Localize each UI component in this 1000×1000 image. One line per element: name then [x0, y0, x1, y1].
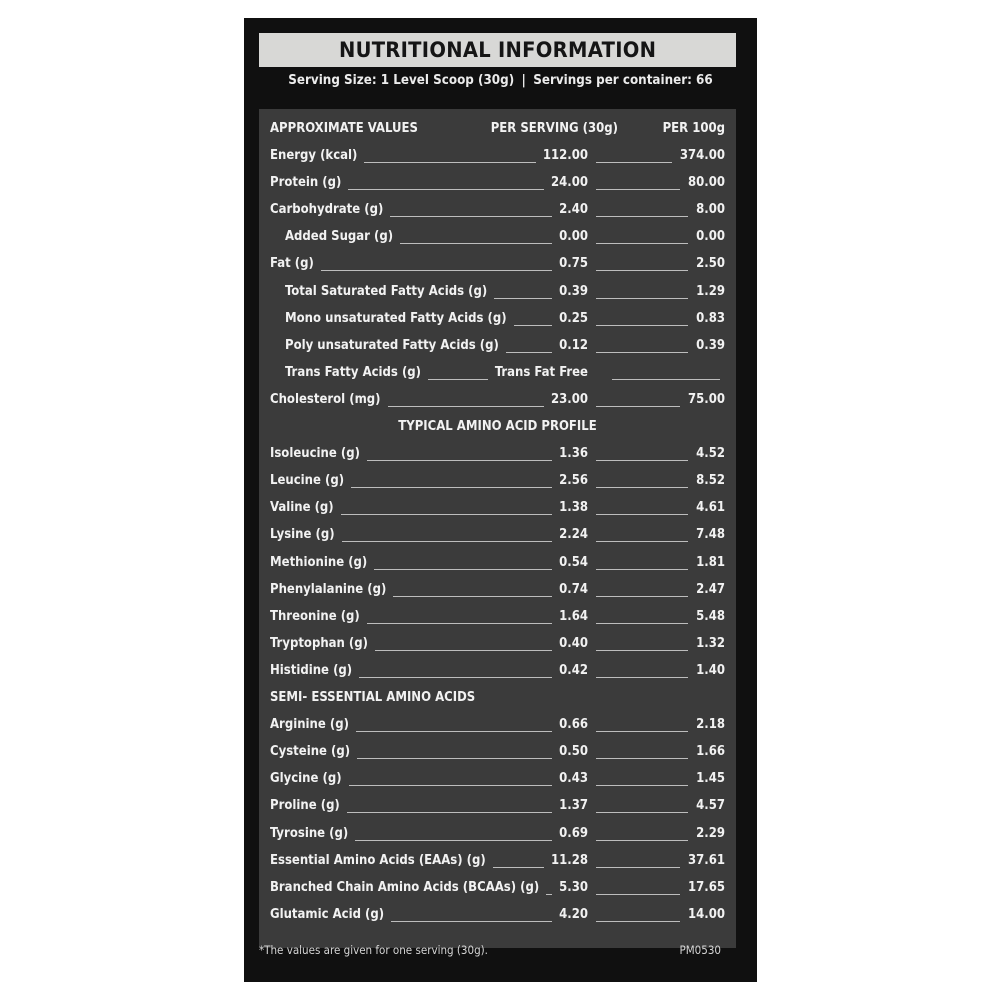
dotted-leader — [348, 189, 544, 190]
dotted-leader — [596, 406, 680, 407]
table-row — [259, 333, 736, 360]
row-per-serving: 23.00 — [551, 392, 588, 407]
row-per-100g: 2.47 — [696, 582, 725, 597]
dotted-leader — [355, 840, 552, 841]
table-row — [259, 468, 736, 495]
table-row — [259, 522, 736, 549]
dotted-leader — [349, 785, 553, 786]
table-row — [259, 441, 736, 468]
row-name: Leucine (g) — [270, 473, 345, 488]
row-per-100g: 1.45 — [696, 771, 725, 786]
nutrition-table — [259, 109, 736, 948]
dotted-leader — [596, 650, 688, 651]
page-title: NUTRITIONAL INFORMATION — [338, 38, 657, 62]
section-title: TYPICAL AMINO ACID PROFILE — [398, 419, 597, 434]
semi-section-heading — [259, 685, 736, 712]
row-per-100g: 7.48 — [696, 527, 725, 542]
dotted-leader — [390, 216, 552, 217]
dotted-leader — [391, 921, 552, 922]
table-row — [259, 387, 736, 414]
dotted-leader — [596, 677, 688, 678]
table-row — [259, 495, 736, 522]
dotted-leader — [321, 270, 552, 271]
dotted-leader — [494, 298, 552, 299]
table-row — [259, 739, 736, 766]
dotted-leader — [356, 731, 552, 732]
dotted-leader — [596, 785, 688, 786]
dotted-leader — [493, 867, 544, 868]
row-per-serving: 0.69 — [559, 826, 588, 841]
row-per-serving: 2.24 — [559, 527, 588, 542]
row-per-100g: 4.52 — [696, 446, 725, 461]
dotted-leader — [596, 596, 688, 597]
row-per-serving: 0.42 — [559, 663, 588, 678]
serving-info — [265, 73, 737, 88]
row-name: Arginine (g) — [270, 717, 349, 732]
dotted-leader — [375, 650, 552, 651]
row-per-100g: 80.00 — [688, 175, 725, 190]
row-name: Branched Chain Amino Acids (BCAAs) (g) — [270, 880, 540, 895]
row-per-100g: 8.52 — [696, 473, 725, 488]
row-name: Methionine (g) — [270, 555, 368, 570]
table-row — [259, 550, 736, 577]
row-name: Glutamic Acid (g) — [270, 907, 385, 922]
row-per-serving: 2.40 — [559, 202, 588, 217]
row-name: Cholesterol (mg) — [270, 392, 381, 407]
row-per-serving: 24.00 — [551, 175, 588, 190]
table-row — [259, 712, 736, 739]
row-per-100g: 5.48 — [696, 609, 725, 624]
dotted-leader — [596, 514, 688, 515]
table-row — [259, 306, 736, 333]
table-row — [259, 902, 736, 929]
dotted-leader — [596, 216, 688, 217]
dotted-leader — [514, 325, 553, 326]
table-row — [259, 224, 736, 251]
dotted-leader — [367, 623, 552, 624]
row-per-serving: 112.00 — [542, 148, 588, 163]
row-name: Energy (kcal) — [270, 148, 358, 163]
table-row — [259, 360, 736, 387]
row-per-100g: 0.83 — [696, 311, 725, 326]
header-approximate-values: APPROXIMATE VALUES — [270, 121, 418, 136]
row-per-serving: 0.25 — [559, 311, 588, 326]
row-per-serving: 0.66 — [559, 717, 588, 732]
row-per-100g: 0.39 — [696, 338, 725, 353]
row-per-serving: 4.20 — [559, 907, 588, 922]
table-header — [259, 116, 736, 143]
table-row — [259, 658, 736, 685]
row-per-100g: 17.65 — [688, 880, 725, 895]
product-code: PM0530 — [679, 943, 721, 957]
table-row — [259, 251, 736, 278]
table-row — [259, 197, 736, 224]
header-per-100g: PER 100g — [662, 121, 725, 136]
row-name: Glycine (g) — [270, 771, 342, 786]
dotted-leader — [596, 921, 680, 922]
row-name: Carbohydrate (g) — [270, 202, 384, 217]
row-per-serving: 5.30 — [559, 880, 588, 895]
dotted-leader — [596, 189, 680, 190]
row-per-100g: 0.00 — [696, 229, 725, 244]
row-name: Essential Amino Acids (EAAs) (g) — [270, 853, 486, 868]
table-row — [259, 279, 736, 306]
row-name: Tyrosine (g) — [270, 826, 349, 841]
serving-size: Serving Size: 1 Level Scoop (30g) — [288, 73, 515, 88]
dotted-leader — [393, 596, 552, 597]
section-title: SEMI- ESSENTIAL AMINO ACIDS — [270, 690, 476, 705]
table-row — [259, 875, 736, 902]
amino-section-heading — [259, 414, 736, 441]
dotted-leader — [428, 379, 488, 380]
nutrition-label — [244, 18, 757, 982]
row-per-serving: 0.40 — [559, 636, 588, 651]
row-per-100g: 1.40 — [696, 663, 725, 678]
dotted-leader — [596, 487, 688, 488]
row-per-serving: 1.38 — [559, 500, 588, 515]
row-name: Valine (g) — [270, 500, 334, 515]
row-name: Fat (g) — [270, 256, 314, 271]
dotted-leader — [612, 379, 720, 380]
row-per-serving: 1.64 — [559, 609, 588, 624]
row-name: Histidine (g) — [270, 663, 353, 678]
servings-per-container: Servings per container: 66 — [533, 73, 713, 88]
table-row — [259, 604, 736, 631]
row-per-serving: 11.28 — [551, 853, 588, 868]
table-row — [259, 631, 736, 658]
dotted-leader — [596, 162, 672, 163]
table-row — [259, 821, 736, 848]
dotted-leader — [596, 270, 688, 271]
row-name: Proline (g) — [270, 798, 340, 813]
row-per-100g: 8.00 — [696, 202, 725, 217]
row-name: Cysteine (g) — [270, 744, 351, 759]
dotted-leader — [364, 162, 535, 163]
dotted-leader — [347, 812, 552, 813]
row-name: Mono unsaturated Fatty Acids (g) — [285, 311, 507, 326]
dotted-leader — [400, 243, 552, 244]
dotted-leader — [596, 325, 688, 326]
dotted-leader — [596, 298, 688, 299]
dotted-leader — [342, 541, 553, 542]
row-per-100g: 2.29 — [696, 826, 725, 841]
row-name: Phenylalanine (g) — [270, 582, 387, 597]
dotted-leader — [596, 352, 688, 353]
row-name: Protein (g) — [270, 175, 342, 190]
serving-separator: | — [521, 73, 526, 88]
row-per-100g: 37.61 — [688, 853, 725, 868]
row-per-100g: 1.32 — [696, 636, 725, 651]
table-row — [259, 848, 736, 875]
dotted-leader — [596, 758, 688, 759]
dotted-leader — [374, 569, 552, 570]
table-row — [259, 766, 736, 793]
row-per-serving: 1.37 — [559, 798, 588, 813]
dotted-leader — [359, 677, 552, 678]
row-name: Added Sugar (g) — [285, 229, 394, 244]
row-per-serving: 0.39 — [559, 284, 588, 299]
row-per-serving: 0.74 — [559, 582, 588, 597]
row-per-serving: 2.56 — [559, 473, 588, 488]
row-name: Threonine (g) — [270, 609, 360, 624]
dotted-leader — [596, 894, 680, 895]
dotted-leader — [596, 243, 688, 244]
row-per-100g: 2.50 — [696, 256, 725, 271]
row-per-100g: 75.00 — [688, 392, 725, 407]
dotted-leader — [341, 514, 553, 515]
dotted-leader — [596, 731, 688, 732]
table-row — [259, 170, 736, 197]
row-per-serving: 0.12 — [559, 338, 588, 353]
row-per-100g: 14.00 — [688, 907, 725, 922]
row-per-serving: 0.50 — [559, 744, 588, 759]
row-per-serving: 1.36 — [559, 446, 588, 461]
row-per-100g: 2.18 — [696, 717, 725, 732]
row-name: Poly unsaturated Fatty Acids (g) — [285, 338, 499, 353]
row-per-100g: 374.00 — [679, 148, 725, 163]
dotted-leader — [596, 867, 680, 868]
table-row — [259, 577, 736, 604]
dotted-leader — [367, 460, 552, 461]
table-row — [259, 793, 736, 820]
row-per-100g: 4.57 — [696, 798, 725, 813]
dotted-leader — [596, 541, 688, 542]
footnote: *The values are given for one serving (30g). — [259, 943, 488, 957]
dotted-leader — [596, 840, 688, 841]
row-name: Tryptophan (g) — [270, 636, 368, 651]
row-name: Isoleucine (g) — [270, 446, 360, 461]
row-per-100g: 1.29 — [696, 284, 725, 299]
row-note: Trans Fat Free — [494, 365, 588, 380]
dotted-leader — [596, 623, 688, 624]
row-per-serving: 0.54 — [559, 555, 588, 570]
table-row — [259, 143, 736, 170]
header-per-serving: PER SERVING (30g) — [490, 121, 618, 136]
dotted-leader — [546, 894, 552, 895]
dotted-leader — [596, 569, 688, 570]
dotted-leader — [357, 758, 552, 759]
row-per-100g: 1.66 — [696, 744, 725, 759]
title-bar — [259, 33, 736, 67]
dotted-leader — [506, 352, 552, 353]
dotted-leader — [351, 487, 552, 488]
row-per-100g: 4.61 — [696, 500, 725, 515]
dotted-leader — [596, 812, 688, 813]
row-name: Total Saturated Fatty Acids (g) — [285, 284, 488, 299]
dotted-leader — [388, 406, 544, 407]
row-name: Lysine (g) — [270, 527, 335, 542]
row-per-serving: 0.00 — [559, 229, 588, 244]
row-name: Trans Fatty Acids (g) — [285, 365, 422, 380]
row-per-100g: 1.81 — [696, 555, 725, 570]
dotted-leader — [596, 460, 688, 461]
row-per-serving: 0.43 — [559, 771, 588, 786]
row-per-serving: 0.75 — [559, 256, 588, 271]
